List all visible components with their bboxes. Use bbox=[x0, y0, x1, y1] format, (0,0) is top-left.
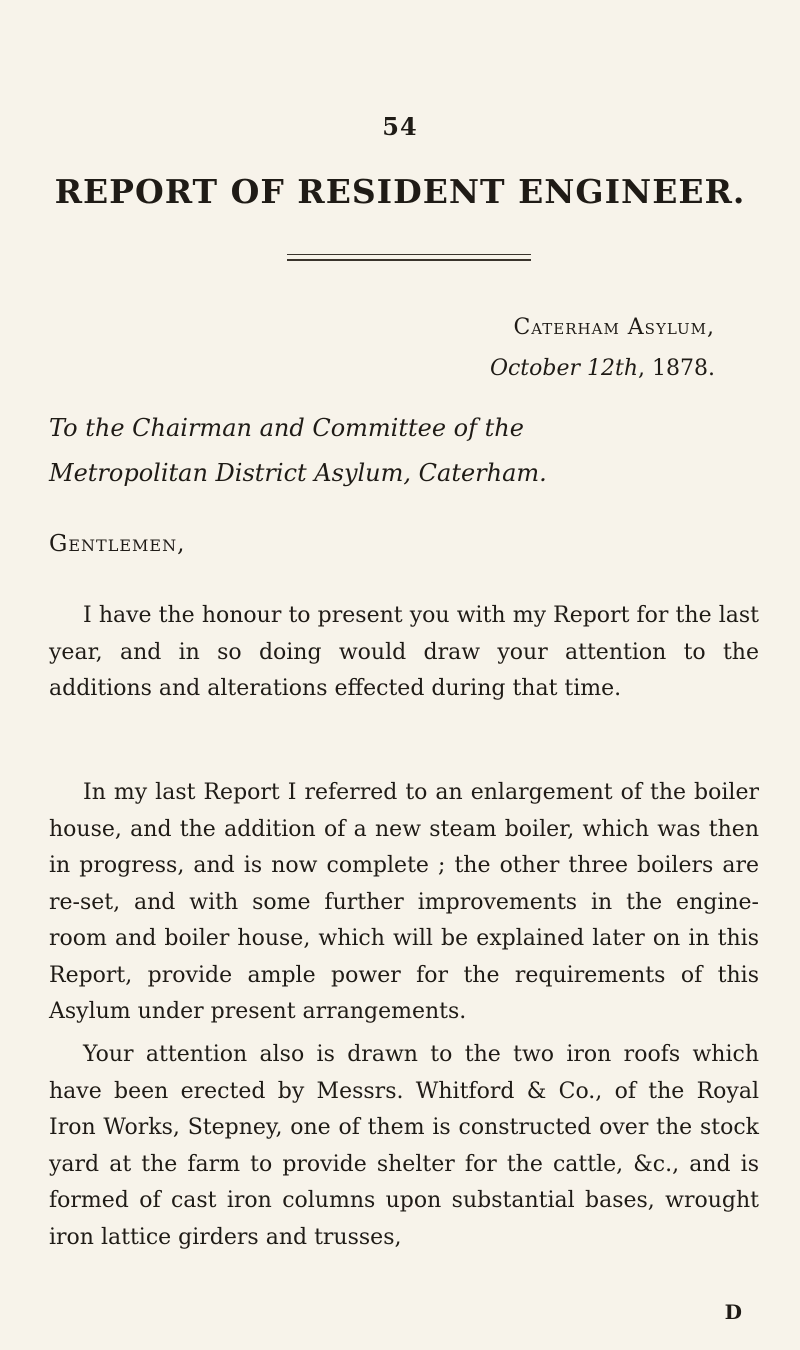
date-month: October bbox=[489, 356, 581, 381]
paragraph-2: In my last Report I referred to an enlargement of the boiler house, and the addition of a new steam boiler, which was then in progress, and is now complete ; the other three boilers are re-set, and with some further improvements in the engine-room and boiler house, which will be explained later on in this Report, provide ample power for the requirements of this Asylum under present arrangements. bbox=[49, 780, 759, 1024]
date-year: , 1878. bbox=[638, 356, 715, 381]
date-day: 12th bbox=[587, 356, 639, 381]
salutation-line-1: To the Chairman and Committee of the bbox=[49, 414, 524, 442]
address-place: Caterham Asylum, bbox=[513, 315, 715, 340]
page-number: 54 bbox=[382, 112, 418, 141]
salutation-line-2: Metropolitan District Asylum, Caterham. bbox=[49, 459, 547, 487]
paragraph-1: I have the honour to present you with my Report for the last year, and in so doing would draw your attention to the additions and alterations effected during that time. bbox=[49, 603, 759, 701]
report-title: REPORT OF RESIDENT ENGINEER. bbox=[54, 172, 746, 211]
signature-mark: D bbox=[724, 1300, 742, 1324]
address-date bbox=[490, 356, 715, 381]
title-rule-divider bbox=[287, 254, 531, 261]
greeting: Gentlemen, bbox=[49, 531, 186, 557]
paragraph-3: Your attention also is drawn to the two iron roofs which have been erected by Messrs. Whitford & Co., of the Royal Iron Works, Stepney, one of them is constructed over the stock yard at the farm to provide shelter for the cattle, &c., and is formed of cast iron columns upon substantial bases, wrought iron lattice girders and trusses, bbox=[49, 1042, 759, 1250]
